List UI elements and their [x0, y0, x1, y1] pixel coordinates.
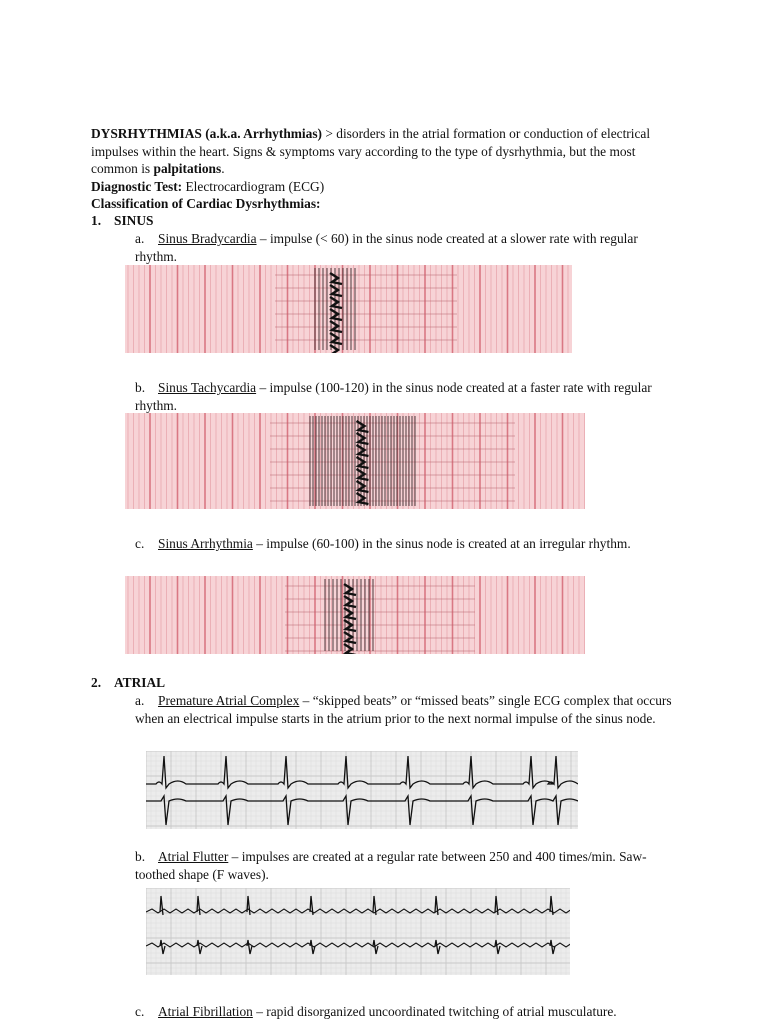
- strip-background: [146, 888, 570, 975]
- section-title: ATRIAL: [114, 675, 166, 690]
- diagnostic-value: Electrocardiogram (ECG): [182, 179, 325, 194]
- diagnostic-line: [91, 178, 681, 196]
- intro-paragraph: [91, 125, 681, 178]
- classification-heading: Classification of Cardiac Dysrhythmias:: [91, 196, 321, 211]
- intro-period: .: [221, 161, 225, 176]
- item-term: Premature Atrial Complex: [158, 693, 300, 708]
- item-term: Sinus Bradycardia: [158, 231, 257, 246]
- item-letter: c.: [135, 536, 145, 551]
- item-term: Atrial Flutter: [158, 849, 229, 864]
- item-sinus-tachycardia: [135, 379, 680, 414]
- section-number: 2.: [91, 675, 102, 690]
- section-title: SINUS: [114, 213, 154, 228]
- item-letter: c.: [135, 1004, 145, 1019]
- item-sinus-bradycardia: [135, 230, 680, 265]
- item-letter: a.: [135, 693, 145, 708]
- ecg-strip-sinus-bradycardia: [125, 265, 572, 353]
- item-premature-atrial-complex: [135, 692, 680, 727]
- section-heading-atrial: [91, 674, 681, 692]
- section-heading-sinus: [91, 212, 681, 230]
- item-sinus-arrhythmia: [135, 535, 680, 553]
- ecg-strip-sinus-arrhythmia: [125, 576, 585, 654]
- intro-emphasis: palpitations: [153, 161, 222, 176]
- item-term: Sinus Tachycardia: [158, 380, 257, 395]
- item-text: – impulse (< 60) in the sinus node created at a slower rate with regular rhythm.: [135, 231, 638, 264]
- item-text: – “skipped beats” or “missed beats” single ECG complex that occurs when an electrical impulse starts in the atrium prior to the next normal impulse of the sinus node.: [135, 693, 672, 726]
- diagnostic-label: Diagnostic Test:: [91, 179, 183, 194]
- item-letter: b.: [135, 380, 146, 395]
- ecg-strip-sinus-tachycardia: [125, 413, 585, 509]
- intro-title: DYSRHYTHMIAS (a.k.a. Arrhythmias): [91, 126, 323, 141]
- section-number: 1.: [91, 213, 102, 228]
- ecg-strip-premature-atrial-complex: [146, 751, 578, 829]
- ecg-strip-atrial-flutter: [146, 888, 570, 975]
- item-atrial-fibrillation: [135, 1003, 680, 1021]
- item-term: Atrial Fibrillation: [158, 1004, 253, 1019]
- item-letter: a.: [135, 231, 145, 246]
- item-term: Sinus Arrhythmia: [158, 536, 253, 551]
- item-text: – impulses are created at a regular rate between 250 and 400 times/min. Saw-toothed shape (F waves).: [135, 849, 647, 882]
- item-text: – impulse (100-120) in the sinus node created at a faster rate with regular rhythm.: [135, 380, 652, 413]
- intro-text: > disorders in the atrial formation or conduction of electrical impulses within the heart. Signs & symptoms vary according to the type of dysrhythmia, but the most common is: [91, 126, 651, 176]
- item-atrial-flutter: [135, 848, 680, 883]
- item-text: – rapid disorganized uncoordinated twitching of atrial musculature.: [252, 1004, 617, 1019]
- item-text: – impulse (60-100) in the sinus node is created at an irregular rhythm.: [252, 536, 631, 551]
- item-letter: b.: [135, 849, 146, 864]
